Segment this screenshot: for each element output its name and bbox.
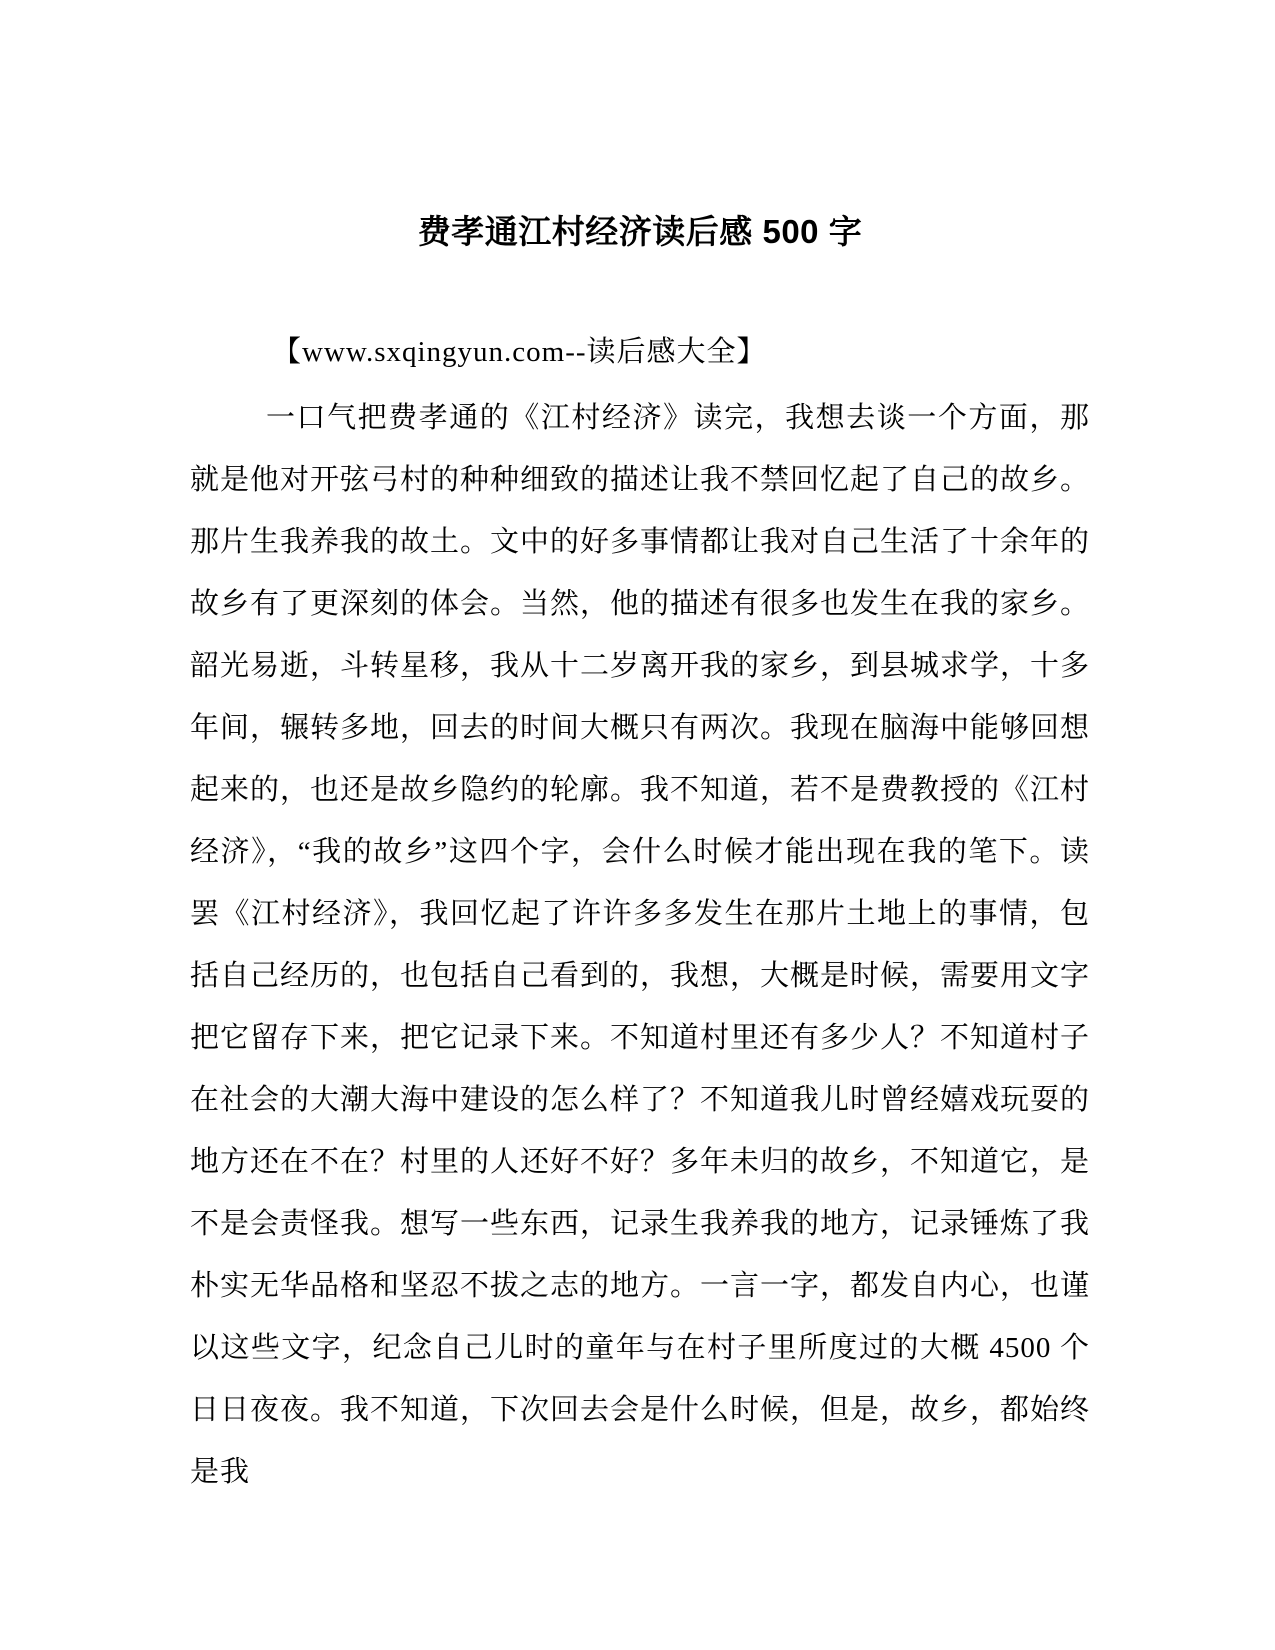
essay-body-paragraph: 一口气把费孝通的《江村经济》读完，我想去谈一个方面，那就是他对开弦弓村的种种细致的描述让我不禁回忆起了自己的故乡。那片生我养我的故土。文中的好多事情都让我对自己生活了十余年的故乡有了更深刻的体会。当然，他的描述有很多也发生在我的家乡。韶光易逝，斗转星移，我从十二岁离开我的家乡，到县城求学，十多年间，辗转多地，回去的时间大概只有两次。我现在脑海中能够回想起来的，也还是故乡隐约的轮廓。我不知道，若不是费教授的《江村经济》，“我的故乡”这四个字，会什么时候才能出现在我的笔下。读罢《江村经济》，我回忆起了许许多多发生在那片土地上的事情，包括自己经历的，也包括自己看到的，我想，大概是时候，需要用文字把它留存下来，把它记录下来。不知道村里还有多少人？不知道村子在社会的大潮大海中建设的怎么样了？不知道我儿时曾经嬉戏玩耍的地方还在不在？村里的人还好不好？多年未归的故乡，不知道它，是不是会责怪我。想写一些东西，记录生我养我的地方，记录锤炼了我朴实无华品格和坚忍不拔之志的地方。一言一字，都发自内心，也谨以这些文字，纪念自己儿时的童年与在村子里所度过的大概 4500 个日日夜夜。我不知道，下次回去会是什么时候，但是，故乡，都始终是我: [190, 402, 1091, 1488]
document-content: [190, 212, 1090, 1503]
source-attribution: 【www.sxqingyun.com--读后感大全】: [272, 336, 767, 368]
document-title: 费孝通江村经济读后感 500 字: [417, 213, 863, 250]
